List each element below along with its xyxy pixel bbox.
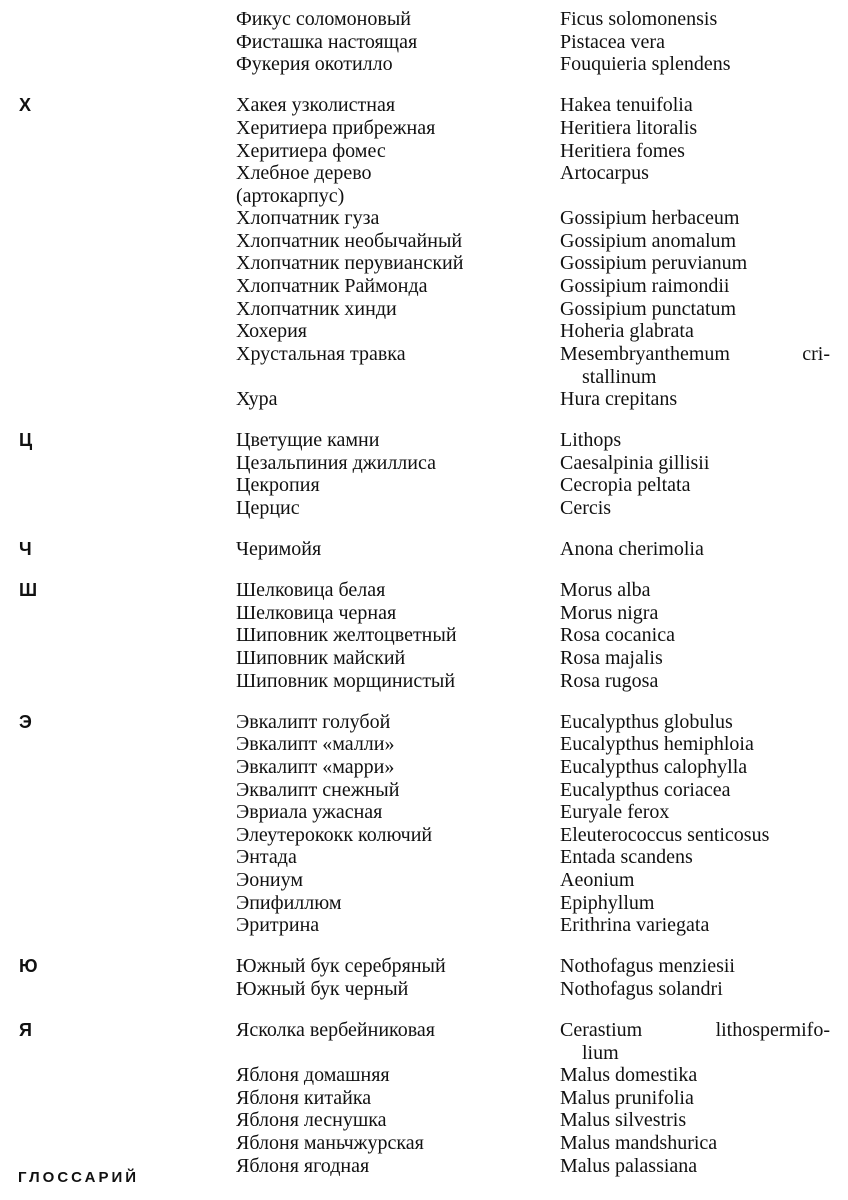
glossary-entry [0,320,848,343]
latin-name: Morus nigra [560,602,659,624]
latin-name: lium [582,1042,619,1064]
latin-name-part: Cerastium [560,1019,643,1041]
glossary-entry [0,388,848,411]
russian-name: Хохерия [236,320,307,342]
latin-name: Nothofagus menziesii [560,955,735,977]
glossary-entry [0,207,848,230]
glossary-entry [0,8,848,31]
glossary-entry [0,1132,848,1155]
glossary-entry [0,298,848,321]
russian-name: Яблоня леснушка [236,1109,387,1131]
russian-name: Фисташка настоящая [236,31,418,53]
russian-name: Шиповник майский [236,647,406,669]
russian-name: Яблоня домашняя [236,1064,390,1086]
latin-name: Caesalpinia gillisii [560,452,710,474]
russian-name: Эвриала ужасная [236,801,383,823]
russian-name: Хлебное дерево [236,162,372,184]
latin-name: Lithops [560,429,622,451]
glossary-entry [0,31,848,54]
russian-name: Яблоня маньчжурская [236,1132,424,1154]
glossary-entry [0,230,848,253]
russian-name: Эвкалипт «малли» [236,733,395,755]
glossary-entry [0,647,848,670]
latin-name [560,343,830,366]
russian-name: Церцис [236,497,300,519]
russian-name: Яблоня ягодная [236,1155,370,1177]
russian-name: Херитиера прибрежная [236,117,436,139]
latin-name: Cecropia peltata [560,474,691,496]
russian-name: Фукерия окотилло [236,53,393,75]
glossary-entry [0,275,848,298]
latin-name: Eucalypthus hemiphloia [560,733,754,755]
latin-name: Rosa rugosa [560,670,659,692]
latin-name: Eucalypthus globulus [560,711,733,733]
glossary-entry [0,779,848,802]
latin-name: Eleuterococcus senticosus [560,824,770,846]
latin-name: Ficus solomonensis [560,8,718,30]
latin-name: Malus prunifolia [560,1087,694,1109]
glossary-entry [0,94,848,117]
glossary-entry [0,452,848,475]
glossary-entry [0,978,848,1001]
latin-name: Malus mandshurica [560,1132,718,1154]
section-letter: Я [19,1020,32,1040]
glossary-entry [0,801,848,824]
russian-name: Энтада [236,846,297,868]
glossary-entry [0,579,848,602]
russian-name: Хлопчатник гуза [236,207,380,229]
glossary-entry [0,624,848,647]
russian-name: Эвкалипт «марри» [236,756,395,778]
glossary-entry [0,756,848,779]
section-letter: Ц [19,430,33,450]
russian-name: Эквалипт снежный [236,779,400,801]
glossary-entry [0,914,848,937]
russian-name: Эвкалипт голубой [236,711,391,733]
russian-name: Цекропия [236,474,320,496]
latin-name: Euryale ferox [560,801,670,823]
glossary-entry [0,955,848,978]
latin-name: Malus silvestris [560,1109,687,1131]
glossary-entry [0,733,848,756]
russian-name: Южный бук серебряный [236,955,446,977]
glossary-entry [0,670,848,693]
glossary-entry [0,602,848,625]
glossary-entry [0,1019,848,1042]
russian-name: Цветущие камни [236,429,380,451]
glossary-entry [0,846,848,869]
russian-name: Шелковица черная [236,602,397,624]
russian-name: Цезальпиния джиллиса [236,452,436,474]
latin-name: Rosa cocanica [560,624,675,646]
russian-name: (артокарпус) [236,185,345,207]
section-letter: Э [19,712,32,732]
russian-name: Хлопчатник Раймонда [236,275,428,297]
latin-name: Eucalypthus calophylla [560,756,748,778]
section-letter: Ш [19,580,38,600]
russian-name: Ясколка вербейниковая [236,1019,435,1041]
glossary-entry [0,824,848,847]
glossary-entry [0,711,848,734]
latin-name: Eucalypthus coriacea [560,779,731,801]
glossary-entry [0,185,848,208]
latin-name-part: lithospermifo- [715,1019,830,1041]
glossary-entry [0,1109,848,1132]
latin-name: Gossipium raimondii [560,275,730,297]
latin-name: Gossipium punctatum [560,298,737,320]
latin-name: stallinum [582,366,657,388]
russian-name: Фикус соломоновый [236,8,411,30]
latin-name: Malus domestika [560,1064,698,1086]
glossary-entry [0,474,848,497]
latin-name: Gossipium peruvianum [560,252,748,274]
russian-name: Элеутерококк колючий [236,824,433,846]
latin-name: Rosa majalis [560,647,663,669]
latin-name: Heritiera fomes [560,140,685,162]
section-letter: Х [19,95,32,115]
russian-name: Херитиера фомес [236,140,386,162]
glossary-entry [0,343,848,366]
latin-name: Hoheria glabrata [560,320,694,342]
latin-name: Nothofagus solandri [560,978,723,1000]
latin-name: Morus alba [560,579,651,601]
glossary-entry [0,140,848,163]
russian-name: Хура [236,388,278,410]
glossary-entry [0,162,848,185]
latin-name [560,1019,830,1042]
page-footer-label: ГЛОССАРИЙ [18,1169,140,1186]
russian-name: Эониум [236,869,304,891]
latin-name: Fouquieria splendens [560,53,731,75]
latin-name: Hakea tenuifolia [560,94,693,116]
russian-name: Черимойя [236,538,322,560]
latin-name: Cercis [560,497,612,519]
glossary-entry [0,892,848,915]
russian-name: Эпифиллюм [236,892,342,914]
russian-name: Хрустальная травка [236,343,406,365]
russian-name: Хлопчатник необычайный [236,230,463,252]
section-letter: Ю [19,956,38,976]
latin-name-part: Mesembryanthemum [560,343,730,365]
glossary-entry [0,497,848,520]
latin-name: Gossipium anomalum [560,230,737,252]
glossary-entry [0,869,848,892]
latin-name: Entada scandens [560,846,693,868]
russian-name: Южный бук черный [236,978,409,1000]
glossary-entry [0,366,848,389]
latin-name: Pistacea vera [560,31,665,53]
glossary-entry [0,1087,848,1110]
latin-name: Hura crepitans [560,388,678,410]
glossary-entry [0,252,848,275]
glossary-entry [0,117,848,140]
latin-name: Gossipium herbaceum [560,207,740,229]
glossary-entry [0,53,848,76]
latin-name: Erithrina variegata [560,914,710,936]
glossary-entry [0,1042,848,1065]
section-letter: Ч [19,539,32,559]
latin-name: Heritiera litoralis [560,117,698,139]
russian-name: Шелковица белая [236,579,386,601]
latin-name: Artocarpus [560,162,649,184]
russian-name: Шиповник желтоцветный [236,624,457,646]
glossary-entry [0,429,848,452]
russian-name: Хлопчатник перувианский [236,252,464,274]
latin-name: Anona cherimolia [560,538,704,560]
latin-name: Malus palassiana [560,1155,698,1177]
glossary-entry [0,538,848,561]
russian-name: Хакея узколистная [236,94,396,116]
latin-name: Epiphyllum [560,892,655,914]
russian-name: Яблоня китайка [236,1087,372,1109]
russian-name: Эритрина [236,914,320,936]
glossary-entry [0,1064,848,1087]
russian-name: Шиповник морщинистый [236,670,456,692]
russian-name: Хлопчатник хинди [236,298,397,320]
latin-name-part: cri- [802,343,830,365]
latin-name: Aeonium [560,869,635,891]
